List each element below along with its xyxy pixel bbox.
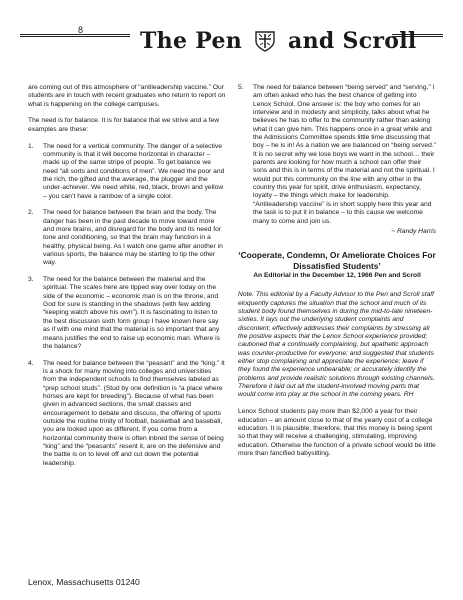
title-right: and Scroll: [288, 28, 417, 54]
list-item: [238, 84, 436, 226]
list-item-number: 4.: [28, 359, 34, 367]
balance-intro: The need is for balance. It is for balance that we strive and a few examples are these:: [28, 117, 220, 133]
list-item-text: The need for the balance between the material and the spiritual. The scales here are tipped way over today on the side of the economic – economic man is on the throne, and God for sure is standing in the shadows (with few adding “keeping watch above his own”). It is fascinating to listen to the best discussion sixth form group I have known here say as if with one mind that the material is so important that any means justifies the end to raise up economic man. Where is the balance?: [43, 276, 220, 350]
list-item-number: 2.: [28, 209, 34, 217]
list-item: [28, 360, 226, 468]
editorial-body: Lenox School students pay more than $2,000 a year for their education – an amount close to that of the yearly cost of a college education. It is plausible, therefore, that this money is being spent so that they will receive a challenging, stimulating, improving education. Otherwise the function of a private school would be little more than fancified babysitting.: [238, 408, 436, 457]
newspaper-title: [140, 28, 417, 54]
list-item-number: 3.: [28, 276, 34, 284]
masthead: [20, 22, 443, 62]
intro-paragraph: are coming out of this atmosphere of “antileadership vaccine.” Our students are in touch with recent graduates who return to report on what is happening on the college campuses.: [28, 84, 226, 108]
balance-list-continued: [238, 84, 436, 226]
list-item-text: The need for balance between the brain and the body. The danger has been in the past decade to move toward more and more brains, and disregard for the body and its need for tone and conditioning, so that the brain may function in a healthy, physical being. As I watch one game after another in various sports, the balance may be starting to tip the other way.: [43, 209, 223, 267]
page-number: 8: [78, 25, 84, 35]
list-item: [28, 276, 226, 351]
list-item-number: 5.: [238, 84, 244, 91]
crest-icon: [253, 30, 277, 52]
footer-location: Lenox, Massachusetts 01240: [28, 577, 140, 587]
author-signature: ~ Randy Harris: [391, 227, 436, 235]
list-item-text: The need for balance between “being served” and “serving.” I am often asked who has the best chance of getting into Lenox School. One answer is: the boy who comes for an interview and in modesty and simplicity, talks about what he believes he has to offer to the community rather than asking what it can give him. This happens once in a great while and the Admissions Committee spends little time discussing that boy – he is in! As a nation we are balanced on “being served.” It is no secret why we lose boys we want in the school… their parents are looking for how much a school can offer their sons and this is in terms of the material and not the spiritual. I would put this community on the line with any other in the country this year for spirit, drive enthusiasm, expectancy, loyalty – the things which make for leadership. “Antileadership vaccine” is in short supply here this year and the task is to put it in balance – to this cause we welcome many to come and join us.: [253, 84, 436, 225]
title-left: The Pen: [140, 28, 243, 54]
right-column: [238, 84, 436, 467]
list-item: [28, 209, 226, 267]
editorial-subtitle: An Editorial in the December 12, 1966 Pen and Scroll: [253, 272, 421, 279]
editor-note: Note. This editorial by a Faculty Advisor to the Pen and Scroll staff eloquently captures the situation that the school and much of its student body found themselves in during the mid-to-late nineteen-sixties. It lays out the underlying student complaints and discontent; effectively addresses their complaints by stressing all the positive aspects that the Lenox School experience provided; cautioned that a continually complaining, but apathetic approach was counter-productive for everyone; and suggested that students either stop complaining and appreciate the experience; leave if they found the experience unbearable; or accurately identify the problems and provide realistic solutions through existing channels. Therefore it laid out all the student-involved moving parts that would come into play at the school in the coming years. RH: [238, 291, 435, 399]
balance-list: [28, 143, 226, 469]
list-item-text: The need for balance between the “peasant” and the “king.” It is a shock for many moving into colleges and universities from the independent schools to find themselves labeled as “prep school studs”. (Stud by one definition is “a place where horses are kept for breeding”). Because of what has been given in advanced sections, the small classes and encouragement to debate and discuss, the offering of sports outside the routine trinity of football, basketball and baseball, you are looked upon as different. If you come from a horizontal community there is often inbred the sense of being “king” and the “peasants” resent it, are on the defensive and the battle is on to level off and cut down the potential leadership.: [43, 359, 225, 467]
editorial-title: ‘Cooperate, Condemn, Or Ameliorate Choices For Dissatisfied Students’: [238, 250, 436, 271]
header-rule-left: [20, 34, 130, 37]
list-item-number: 1.: [28, 142, 34, 150]
list-item-text: The need for a vertical community. The danger of a selective community is that it will become horizontal in character – made up of the same stripe of people. To get balance we need “all sorts and conditions of men”. We need the poor and the rich, the gifted and the average, the plugger and the under-achiever. We need white, red, black, brown and yellow – you can’t have a rainbow of a single color.: [43, 142, 225, 200]
left-column: [28, 84, 226, 476]
list-item: [28, 143, 226, 201]
